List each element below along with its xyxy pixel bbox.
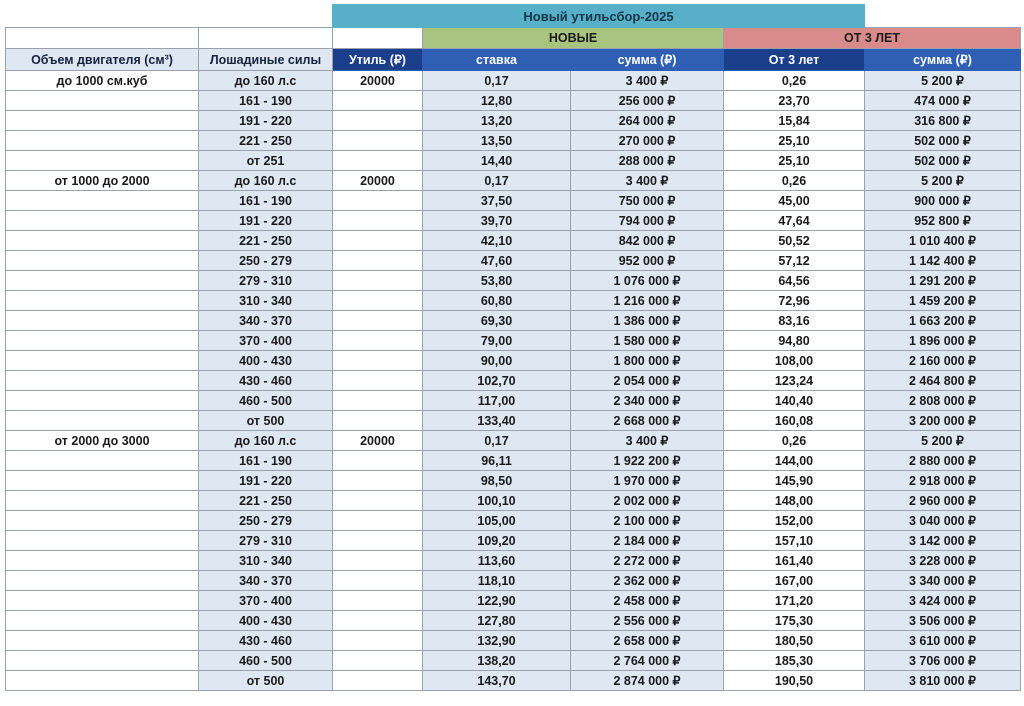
table-row (6, 151, 1021, 171)
cell-rate-old: 72,96 (724, 291, 865, 311)
cell-sum-new: 1 216 000 ₽ (571, 291, 724, 311)
cell-rate-new: 60,80 (423, 291, 571, 311)
cell-sum-new: 256 000 ₽ (571, 91, 724, 111)
column-header-util: Утиль (₽) (333, 49, 423, 71)
table-row (6, 131, 1021, 151)
cell-sum-old: 1 010 400 ₽ (865, 231, 1021, 251)
cell-sum-old: 5 200 ₽ (865, 71, 1021, 91)
cell-volume (6, 131, 199, 151)
cell-rate-old: 45,00 (724, 191, 865, 211)
cell-volume (6, 511, 199, 531)
cell-volume (6, 91, 199, 111)
cell-sum-old: 1 142 400 ₽ (865, 251, 1021, 271)
cell-rate-new: 118,10 (423, 571, 571, 591)
cell-sum-new: 1 580 000 ₽ (571, 331, 724, 351)
title-row (6, 5, 1021, 28)
cell-rate-new: 132,90 (423, 631, 571, 651)
cell-volume (6, 311, 199, 331)
cell-horsepower: 161 - 190 (199, 451, 333, 471)
cell-sum-old: 502 000 ₽ (865, 151, 1021, 171)
cell-rate-new: 14,40 (423, 151, 571, 171)
cell-rate-new: 0,17 (423, 71, 571, 91)
cell-sum-new: 750 000 ₽ (571, 191, 724, 211)
cell-sum-old: 2 160 000 ₽ (865, 351, 1021, 371)
group-spacer-1 (6, 28, 199, 49)
cell-volume (6, 451, 199, 471)
cell-sum-old: 502 000 ₽ (865, 131, 1021, 151)
cell-sum-new: 2 100 000 ₽ (571, 511, 724, 531)
cell-util (333, 331, 423, 351)
cell-util (333, 351, 423, 371)
cell-rate-new: 47,60 (423, 251, 571, 271)
cell-sum-new: 2 362 000 ₽ (571, 571, 724, 591)
cell-volume (6, 371, 199, 391)
cell-horsepower: 340 - 370 (199, 311, 333, 331)
cell-horsepower: 161 - 190 (199, 191, 333, 211)
cell-util: 20000 (333, 171, 423, 191)
cell-sum-new: 270 000 ₽ (571, 131, 724, 151)
cell-sum-new: 264 000 ₽ (571, 111, 724, 131)
cell-volume (6, 571, 199, 591)
cell-sum-new: 2 764 000 ₽ (571, 651, 724, 671)
cell-volume (6, 611, 199, 631)
cell-sum-new: 1 970 000 ₽ (571, 471, 724, 491)
table-row (6, 211, 1021, 231)
cell-sum-old: 2 464 800 ₽ (865, 371, 1021, 391)
cell-sum-old: 316 800 ₽ (865, 111, 1021, 131)
cell-volume (6, 651, 199, 671)
table-row (6, 611, 1021, 631)
cell-rate-new: 0,17 (423, 171, 571, 191)
title-spacer-left2 (199, 5, 333, 28)
cell-rate-new: 96,11 (423, 451, 571, 471)
cell-volume (6, 211, 199, 231)
cell-sum-new: 2 054 000 ₽ (571, 371, 724, 391)
cell-sum-old: 3 706 000 ₽ (865, 651, 1021, 671)
cell-rate-new: 133,40 (423, 411, 571, 431)
cell-horsepower: 370 - 400 (199, 331, 333, 351)
cell-rate-new: 105,00 (423, 511, 571, 531)
cell-util (333, 111, 423, 131)
column-header-rate-old: От 3 лет (724, 49, 865, 71)
group-spacer-2 (199, 28, 333, 49)
cell-util (333, 631, 423, 651)
column-header-horsepower: Лошадиные силы (199, 49, 333, 71)
cell-sum-old: 3 424 000 ₽ (865, 591, 1021, 611)
cell-util (333, 411, 423, 431)
cell-util (333, 191, 423, 211)
table-row (6, 651, 1021, 671)
table-row (6, 171, 1021, 191)
table-row (6, 411, 1021, 431)
cell-sum-new: 288 000 ₽ (571, 151, 724, 171)
cell-volume (6, 251, 199, 271)
cell-rate-new: 69,30 (423, 311, 571, 331)
cell-rate-old: 94,80 (724, 331, 865, 351)
cell-rate-old: 64,56 (724, 271, 865, 291)
cell-util (333, 531, 423, 551)
group-label-new: НОВЫЕ (423, 28, 724, 49)
group-label-old: ОТ 3 ЛЕТ (724, 28, 1021, 49)
cell-sum-old: 3 810 000 ₽ (865, 671, 1021, 691)
cell-rate-new: 0,17 (423, 431, 571, 451)
cell-util (333, 391, 423, 411)
cell-rate-old: 50,52 (724, 231, 865, 251)
utilsbor-table (5, 4, 1021, 691)
cell-rate-old: 145,90 (724, 471, 865, 491)
cell-util (333, 271, 423, 291)
cell-horsepower: до 160 л.с (199, 431, 333, 451)
cell-rate-new: 53,80 (423, 271, 571, 291)
cell-sum-new: 3 400 ₽ (571, 431, 724, 451)
cell-sum-old: 1 896 000 ₽ (865, 331, 1021, 351)
table-row (6, 671, 1021, 691)
cell-rate-old: 190,50 (724, 671, 865, 691)
cell-sum-new: 2 874 000 ₽ (571, 671, 724, 691)
table-row (6, 91, 1021, 111)
cell-rate-new: 143,70 (423, 671, 571, 691)
cell-sum-old: 2 960 000 ₽ (865, 491, 1021, 511)
cell-rate-new: 12,80 (423, 91, 571, 111)
cell-rate-old: 152,00 (724, 511, 865, 531)
cell-rate-old: 47,64 (724, 211, 865, 231)
table-row (6, 391, 1021, 411)
cell-sum-new: 842 000 ₽ (571, 231, 724, 251)
cell-sum-old: 2 880 000 ₽ (865, 451, 1021, 471)
cell-rate-old: 0,26 (724, 171, 865, 191)
column-header-sum-old: сумма (₽) (865, 49, 1021, 71)
table-row (6, 471, 1021, 491)
cell-sum-new: 2 272 000 ₽ (571, 551, 724, 571)
cell-sum-old: 2 918 000 ₽ (865, 471, 1021, 491)
cell-rate-new: 42,10 (423, 231, 571, 251)
table-row (6, 231, 1021, 251)
cell-rate-new: 127,80 (423, 611, 571, 631)
cell-util (333, 551, 423, 571)
cell-rate-new: 102,70 (423, 371, 571, 391)
cell-util (333, 151, 423, 171)
cell-util (333, 591, 423, 611)
cell-volume (6, 491, 199, 511)
table-row (6, 311, 1021, 331)
cell-volume (6, 191, 199, 211)
cell-sum-new: 3 400 ₽ (571, 71, 724, 91)
cell-util (333, 451, 423, 471)
table-row (6, 251, 1021, 271)
cell-volume (6, 151, 199, 171)
table-row (6, 491, 1021, 511)
cell-sum-old: 900 000 ₽ (865, 191, 1021, 211)
cell-horsepower: от 500 (199, 411, 333, 431)
cell-horsepower: 279 - 310 (199, 531, 333, 551)
cell-volume (6, 411, 199, 431)
cell-volume (6, 111, 199, 131)
cell-horsepower: 310 - 340 (199, 551, 333, 571)
cell-rate-new: 113,60 (423, 551, 571, 571)
cell-horsepower: 310 - 340 (199, 291, 333, 311)
cell-rate-new: 13,20 (423, 111, 571, 131)
cell-rate-old: 175,30 (724, 611, 865, 631)
cell-util: 20000 (333, 71, 423, 91)
cell-volume (6, 531, 199, 551)
cell-util (333, 291, 423, 311)
cell-util (333, 311, 423, 331)
cell-volume (6, 591, 199, 611)
table-row (6, 431, 1021, 451)
cell-rate-old: 160,08 (724, 411, 865, 431)
cell-horsepower: 279 - 310 (199, 271, 333, 291)
cell-horsepower: 400 - 430 (199, 351, 333, 371)
table-row (6, 571, 1021, 591)
cell-util (333, 131, 423, 151)
column-header-row (6, 49, 1021, 71)
cell-rate-old: 157,10 (724, 531, 865, 551)
cell-sum-old: 5 200 ₽ (865, 171, 1021, 191)
cell-rate-new: 100,10 (423, 491, 571, 511)
cell-horsepower: 430 - 460 (199, 371, 333, 391)
cell-rate-old: 108,00 (724, 351, 865, 371)
table-row (6, 111, 1021, 131)
cell-util (333, 491, 423, 511)
cell-rate-new: 109,20 (423, 531, 571, 551)
cell-sum-old: 3 142 000 ₽ (865, 531, 1021, 551)
cell-horsepower: 460 - 500 (199, 391, 333, 411)
cell-sum-new: 952 000 ₽ (571, 251, 724, 271)
cell-volume (6, 291, 199, 311)
cell-rate-new: 117,00 (423, 391, 571, 411)
column-header-volume: Объем двигателя (см³) (6, 49, 199, 71)
cell-rate-new: 13,50 (423, 131, 571, 151)
cell-rate-new: 122,90 (423, 591, 571, 611)
cell-sum-old: 3 340 000 ₽ (865, 571, 1021, 591)
cell-horsepower: 221 - 250 (199, 231, 333, 251)
cell-util (333, 651, 423, 671)
column-header-sum-new: сумма (₽) (571, 49, 724, 71)
cell-volume (6, 351, 199, 371)
cell-sum-old: 3 228 000 ₽ (865, 551, 1021, 571)
cell-horsepower: 250 - 279 (199, 251, 333, 271)
table-row (6, 551, 1021, 571)
group-header-row (6, 28, 1021, 49)
table-row (6, 591, 1021, 611)
cell-util (333, 511, 423, 531)
cell-horsepower: 460 - 500 (199, 651, 333, 671)
cell-rate-old: 185,30 (724, 651, 865, 671)
cell-util (333, 471, 423, 491)
cell-rate-old: 140,40 (724, 391, 865, 411)
cell-rate-old: 171,20 (724, 591, 865, 611)
table-row (6, 631, 1021, 651)
cell-rate-old: 167,00 (724, 571, 865, 591)
table-row (6, 351, 1021, 371)
title-spacer-left (6, 5, 199, 28)
cell-horsepower: 340 - 370 (199, 571, 333, 591)
cell-sum-new: 1 386 000 ₽ (571, 311, 724, 331)
cell-sum-old: 5 200 ₽ (865, 431, 1021, 451)
cell-util (333, 91, 423, 111)
cell-rate-old: 57,12 (724, 251, 865, 271)
cell-horsepower: 221 - 250 (199, 131, 333, 151)
table-body (6, 71, 1021, 691)
cell-sum-old: 3 040 000 ₽ (865, 511, 1021, 531)
cell-horsepower: 370 - 400 (199, 591, 333, 611)
cell-util (333, 231, 423, 251)
cell-sum-old: 1 459 200 ₽ (865, 291, 1021, 311)
cell-volume (6, 331, 199, 351)
cell-volume (6, 271, 199, 291)
cell-sum-new: 794 000 ₽ (571, 211, 724, 231)
group-spacer-3 (333, 28, 423, 49)
cell-sum-new: 2 668 000 ₽ (571, 411, 724, 431)
table-row (6, 291, 1021, 311)
cell-horsepower: от 500 (199, 671, 333, 691)
cell-sum-new: 1 922 200 ₽ (571, 451, 724, 471)
cell-util (333, 611, 423, 631)
table-row (6, 191, 1021, 211)
cell-horsepower: 430 - 460 (199, 631, 333, 651)
cell-rate-old: 23,70 (724, 91, 865, 111)
cell-sum-new: 1 800 000 ₽ (571, 351, 724, 371)
cell-sum-new: 2 184 000 ₽ (571, 531, 724, 551)
cell-sum-old: 3 610 000 ₽ (865, 631, 1021, 651)
cell-horsepower: 161 - 190 (199, 91, 333, 111)
cell-sum-old: 1 291 200 ₽ (865, 271, 1021, 291)
cell-rate-new: 98,50 (423, 471, 571, 491)
cell-sum-old: 3 506 000 ₽ (865, 611, 1021, 631)
cell-rate-old: 161,40 (724, 551, 865, 571)
cell-sum-old: 1 663 200 ₽ (865, 311, 1021, 331)
cell-sum-new: 2 458 000 ₽ (571, 591, 724, 611)
cell-rate-old: 144,00 (724, 451, 865, 471)
cell-volume: от 1000 до 2000 (6, 171, 199, 191)
cell-sum-new: 2 658 000 ₽ (571, 631, 724, 651)
cell-util (333, 671, 423, 691)
cell-util (333, 211, 423, 231)
cell-sum-new: 2 556 000 ₽ (571, 611, 724, 631)
table-row (6, 271, 1021, 291)
cell-horsepower: до 160 л.с (199, 171, 333, 191)
cell-rate-new: 138,20 (423, 651, 571, 671)
cell-rate-old: 25,10 (724, 131, 865, 151)
cell-horsepower: 221 - 250 (199, 491, 333, 511)
cell-sum-old: 2 808 000 ₽ (865, 391, 1021, 411)
cell-rate-new: 90,00 (423, 351, 571, 371)
cell-rate-old: 0,26 (724, 71, 865, 91)
cell-sum-new: 2 002 000 ₽ (571, 491, 724, 511)
cell-horsepower: 191 - 220 (199, 471, 333, 491)
cell-util (333, 251, 423, 271)
cell-rate-old: 25,10 (724, 151, 865, 171)
cell-sum-old: 3 200 000 ₽ (865, 411, 1021, 431)
cell-util: 20000 (333, 431, 423, 451)
cell-horsepower: 250 - 279 (199, 511, 333, 531)
column-header-rate-new: ставка (423, 49, 571, 71)
page-title: Новый утильсбор-2025 (333, 5, 865, 28)
cell-rate-old: 148,00 (724, 491, 865, 511)
cell-horsepower: 191 - 220 (199, 211, 333, 231)
cell-volume: от 2000 до 3000 (6, 431, 199, 451)
cell-util (333, 571, 423, 591)
cell-volume (6, 551, 199, 571)
cell-rate-old: 123,24 (724, 371, 865, 391)
table-row (6, 531, 1021, 551)
table-row (6, 71, 1021, 91)
cell-volume: до 1000 см.куб (6, 71, 199, 91)
cell-sum-new: 3 400 ₽ (571, 171, 724, 191)
cell-sum-new: 1 076 000 ₽ (571, 271, 724, 291)
cell-rate-new: 37,50 (423, 191, 571, 211)
table-row (6, 331, 1021, 351)
cell-rate-old: 0,26 (724, 431, 865, 451)
cell-rate-new: 79,00 (423, 331, 571, 351)
cell-rate-old: 180,50 (724, 631, 865, 651)
cell-horsepower: 400 - 430 (199, 611, 333, 631)
cell-volume (6, 231, 199, 251)
cell-horsepower: 191 - 220 (199, 111, 333, 131)
table-row (6, 511, 1021, 531)
cell-horsepower: от 251 (199, 151, 333, 171)
cell-rate-old: 15,84 (724, 111, 865, 131)
table-row (6, 371, 1021, 391)
title-spacer-right (865, 5, 1021, 28)
cell-volume (6, 671, 199, 691)
cell-rate-old: 83,16 (724, 311, 865, 331)
table-row (6, 451, 1021, 471)
cell-volume (6, 391, 199, 411)
cell-horsepower: до 160 л.с (199, 71, 333, 91)
cell-util (333, 371, 423, 391)
cell-sum-old: 474 000 ₽ (865, 91, 1021, 111)
cell-sum-new: 2 340 000 ₽ (571, 391, 724, 411)
cell-volume (6, 471, 199, 491)
cell-volume (6, 631, 199, 651)
cell-sum-old: 952 800 ₽ (865, 211, 1021, 231)
cell-rate-new: 39,70 (423, 211, 571, 231)
